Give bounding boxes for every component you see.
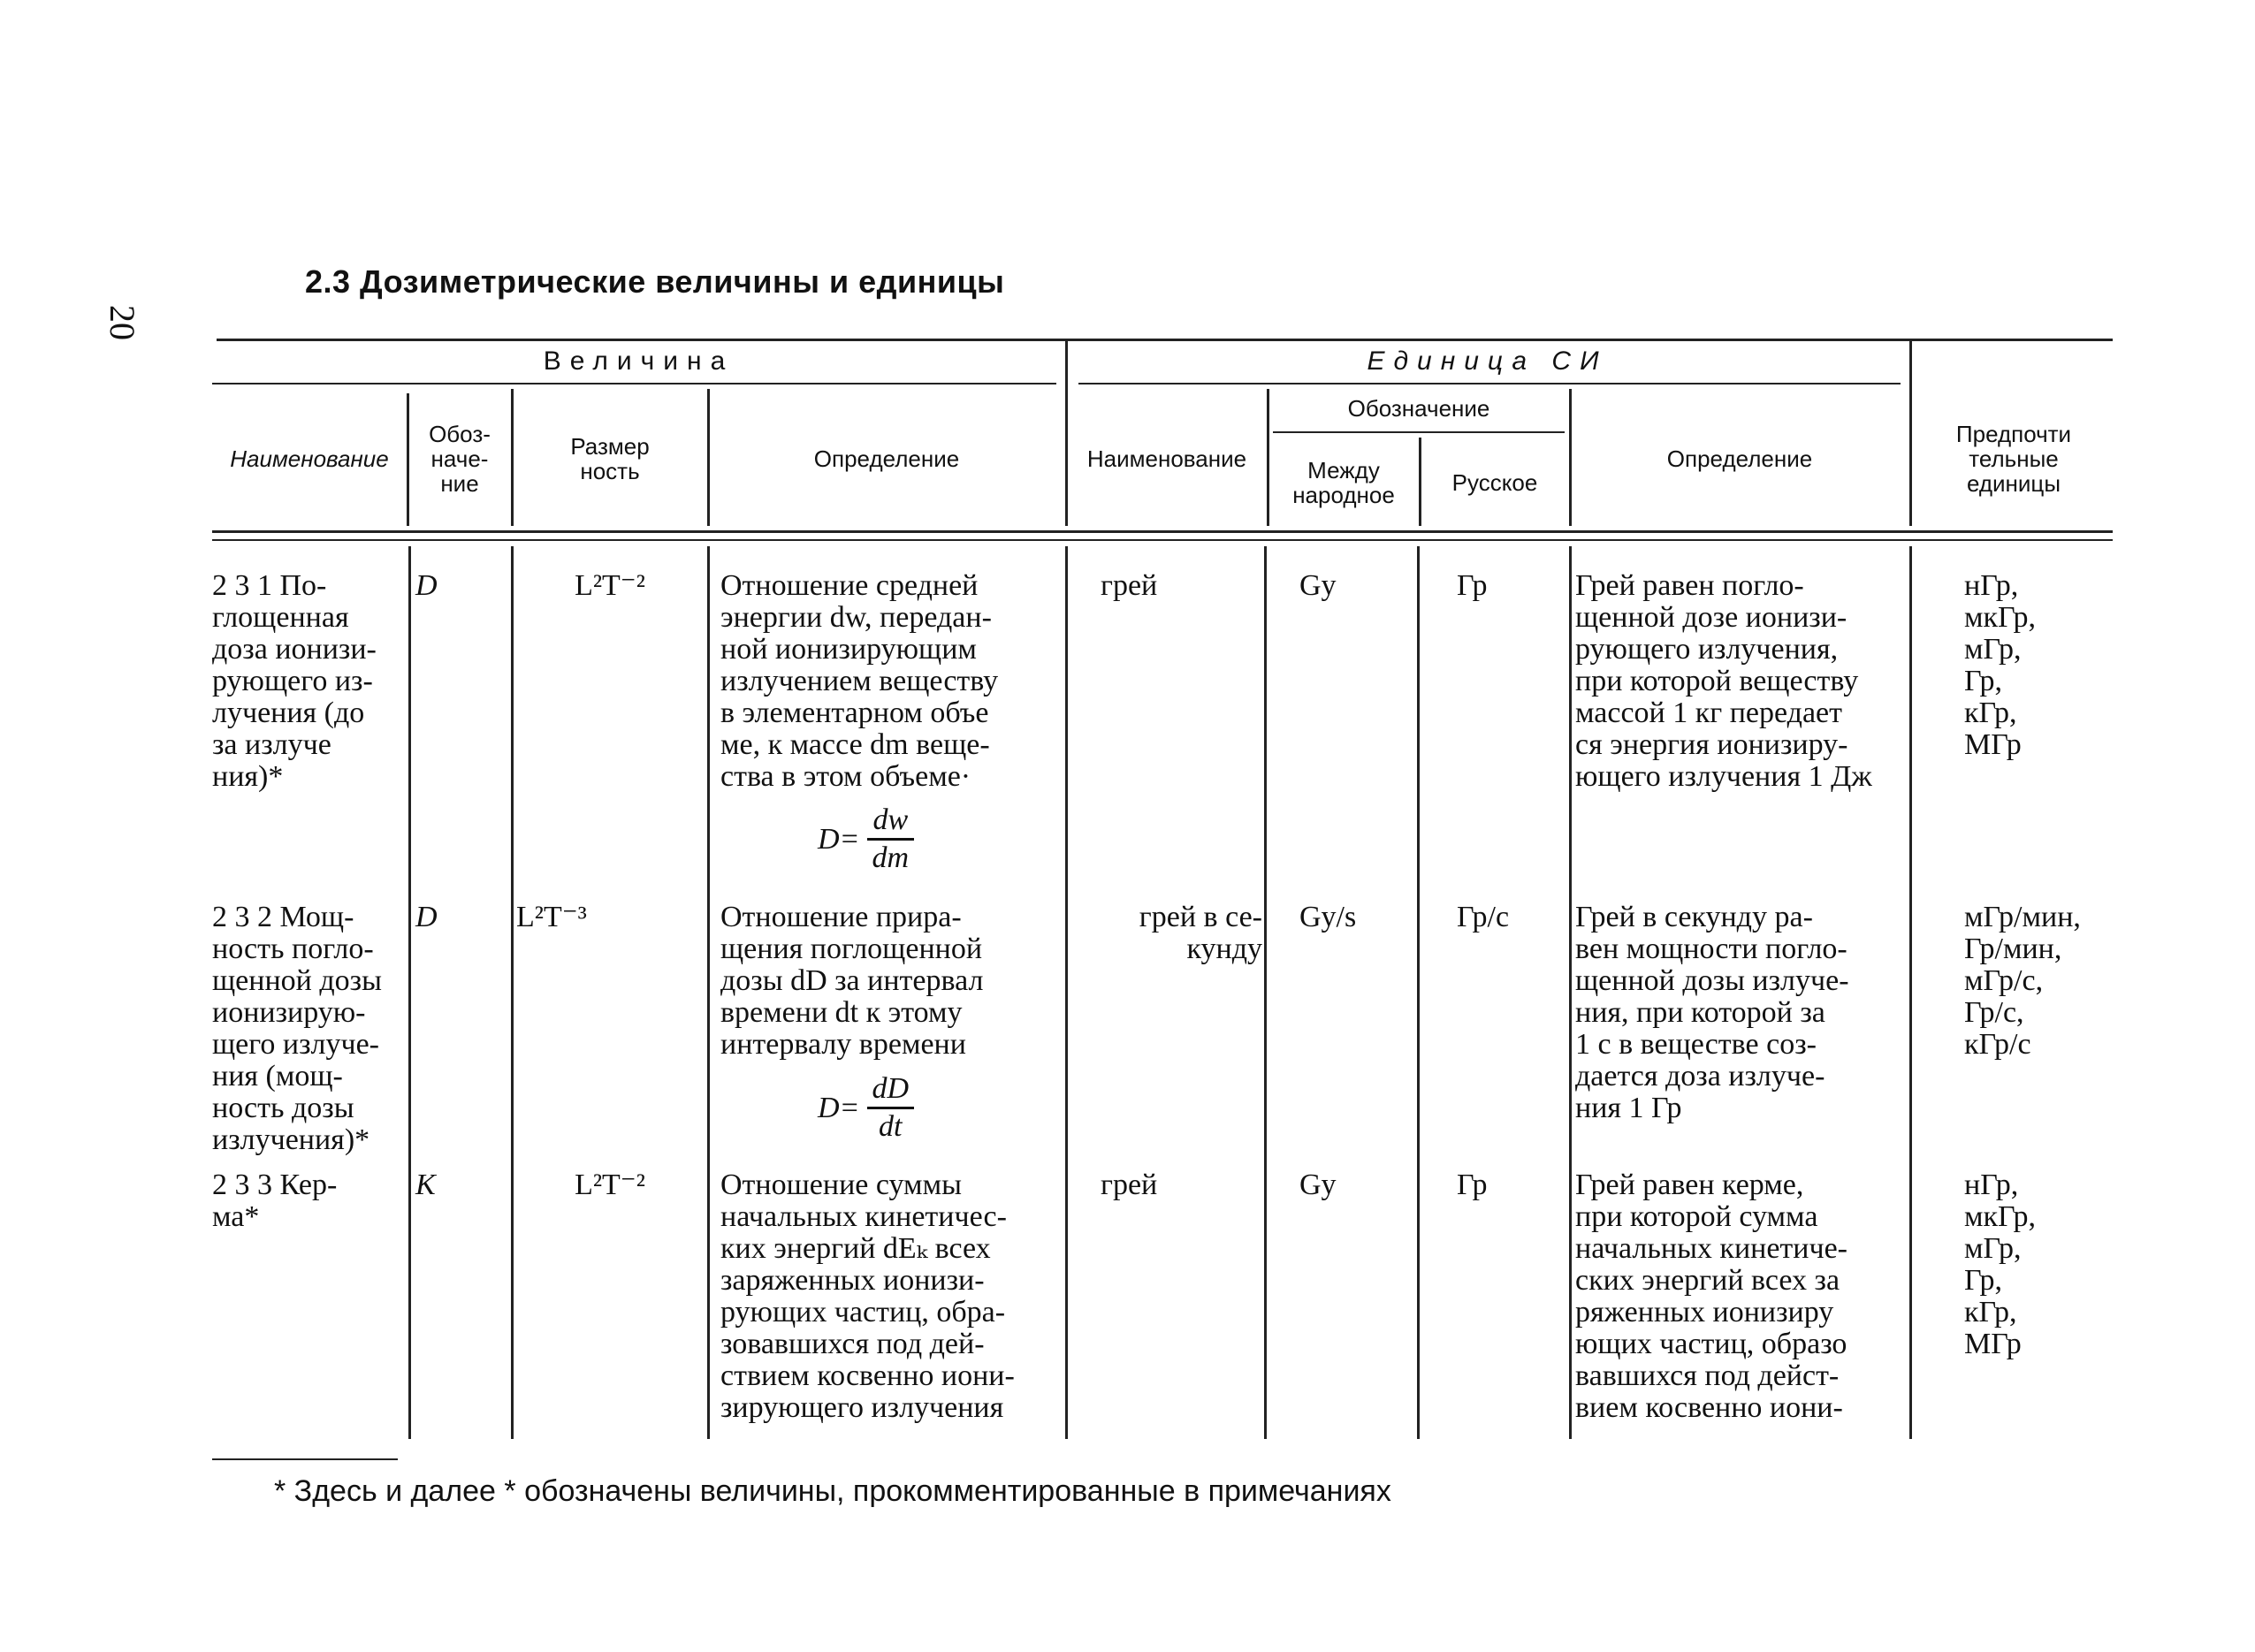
vrule-body [1569, 546, 1572, 1439]
row-name: 2 3 3 Кер- ма* [212, 1169, 338, 1233]
header-definition: Определение [813, 445, 960, 472]
row-unit-definition: Грей равен погло- щенной дозе ионизи- рующего излучения, при которой веществу массой 1 кг передает ся энергия ионизиру- ющего излучения 1 Дж [1575, 569, 1872, 793]
formula-fraction [867, 1071, 915, 1145]
row-definition: Отношение суммы начальных кинетичес- ких энергий dEₖ всех заряженных ионизи- рующих частиц, обра- зовавшихся под дей- ствием косвенно иони- зирующего излучения [720, 1169, 1015, 1424]
row-formula [818, 803, 914, 876]
formula-lhs: D= [818, 822, 860, 856]
row-name: 2 3 2 Мощ- ность погло- щенной дозы ионизирую- щего излуче- ния (мощ- ность дозы излучения)* [212, 901, 382, 1156]
header-name: Наименование [230, 445, 389, 472]
footnote: * Здесь и далее * обозначены величины, прокомментированные в примечаниях [274, 1474, 1391, 1508]
header-quantity-group: Величина [543, 346, 735, 376]
row-preferred-units: нГр, мкГр, мГр, Гр, кГр, МГр [1964, 1169, 2037, 1360]
row-preferred-units: нГр, мкГр, мГр, Гр, кГр, МГр [1964, 569, 2037, 761]
row-unit-name: грей [1101, 1169, 1158, 1201]
row-dimension: L²T⁻² [575, 569, 645, 602]
formula-denominator: dt [879, 1110, 903, 1143]
formula-numerator: dw [872, 803, 909, 836]
row-russian: Гр [1457, 569, 1488, 602]
header-preferred-units: Предпочти тельные единицы [1955, 421, 2072, 497]
table-top-rule [217, 339, 2113, 341]
header-symbol: Обоз- наче- ние [429, 421, 491, 497]
header-si-unit-group: Единица СИ [1367, 346, 1608, 376]
row-russian: Гр [1457, 1169, 1488, 1201]
vrule-body [511, 546, 514, 1439]
formula-lhs: D= [818, 1091, 860, 1124]
row-international: Gy/s [1299, 901, 1357, 933]
row-symbol: K [415, 1169, 436, 1201]
page-number: 20 [103, 305, 142, 340]
vrule-body [1264, 546, 1267, 1439]
row-name: 2 3 1 По- глощенная доза ионизи- рующего из- лучения (до за излуче ния)* [212, 569, 377, 793]
header-international: Между народное [1292, 457, 1395, 508]
formula-numerator: dD [872, 1072, 910, 1105]
row-symbol: D [415, 901, 438, 933]
row-russian: Гр/с [1457, 901, 1510, 933]
row-preferred-units: мГр/мин, Гр/мин, мГр/с, Гр/с, кГр/с [1964, 901, 2081, 1061]
row-dimension: L²T⁻² [575, 1169, 645, 1201]
row-definition: Отношение прира- щения поглощенной дозы dD за интервал времени dt к этому интервалу времени [720, 901, 984, 1061]
designation-rule [1273, 431, 1565, 433]
row-definition: Отношение средней энергии dw, передан- ной ионизирующим излучением веществу в элементарном объе ме, к массе dm веще- ства в этом объеме· [720, 569, 999, 793]
quantity-group-rule [212, 383, 1056, 384]
row-symbol: D [415, 569, 438, 602]
header-dimension: Размер ность [570, 433, 650, 484]
vrule-body [1909, 546, 1912, 1439]
vrule-body [408, 546, 411, 1439]
row-formula [818, 1071, 914, 1145]
row-international: Gy [1299, 569, 1337, 602]
header-rule-1 [212, 530, 2113, 533]
header-designation: Обозначение [1347, 395, 1490, 422]
vrule-body [1417, 546, 1420, 1439]
footnote-rule [212, 1458, 398, 1460]
section-title: 2.3 Дозиметрические величины и единицы [305, 263, 1005, 300]
header-unit-name: Наименование [1086, 445, 1247, 472]
row-unit-definition: Грей в секунду ра- вен мощности погло- щенной дозы излуче- ния, при которой за 1 с в веществе соз- дается доза излуче- ния 1 Гр [1575, 901, 1849, 1124]
row-unit-name: грей в се- кунду [1139, 901, 1262, 965]
formula-denominator: dm [872, 841, 910, 874]
vrule-body [707, 546, 710, 1439]
header-russian: Русское [1451, 469, 1538, 496]
header-unit-definition: Определение [1666, 445, 1813, 472]
row-dimension: L²T⁻³ [516, 901, 587, 933]
row-unit-name: грей [1101, 569, 1158, 602]
row-unit-definition: Грей равен керме, при которой сумма начальных кинетиче- ских энергий всех за ряженных ионизиру ющих частиц, образо вавшихся под дейст- вием косвенно иони- [1575, 1169, 1847, 1424]
si-group-rule [1078, 383, 1901, 384]
formula-fraction [867, 803, 915, 876]
vrule-body [1065, 546, 1068, 1439]
header-rule-2 [212, 539, 2113, 541]
row-international: Gy [1299, 1169, 1337, 1201]
